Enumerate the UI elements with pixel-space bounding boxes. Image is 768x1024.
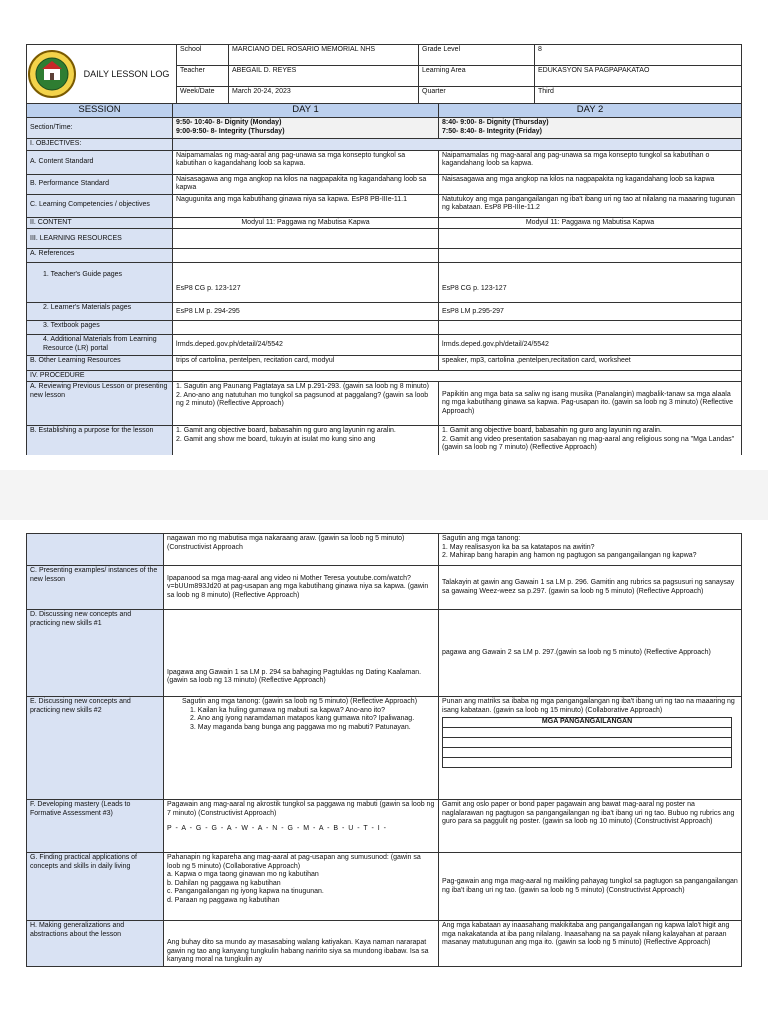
discussing2-day1: Sagutin ang mga tanong: (gawin sa loob ng 5 minuto) (Reflective Approach) 1. Kailan ka huling gumawa ng mabuti sa kapwa? Ano-ano ito? 2. Ano ang iyong naramdaman matapos kang gumawa nito? Ipaliwanag. 3. May maganda bang bunga ang paggawa mo ng mabuti? Patunayan. — [164, 697, 439, 800]
presenting-label: C. Presenting examples/ instances of the new lesson — [27, 566, 164, 610]
teacher-value: ABEGAIL D. REYES — [229, 66, 419, 87]
generalization-label: H. Making generalizations and abstractions about the lesson — [27, 921, 164, 967]
lm-pages-day1: EsP8 LM p. 294-295 — [173, 303, 439, 321]
presenting-day2: Talakayin at gawin ang Gawain 1 sa LM p. 296. Gamitin ang rubrics sa pagsusuri ng sanaysay sa gawaing Weez-weez sa p.297. (gawin sa loob ng 5 minuto) (Reflective Approach) — [439, 566, 742, 610]
grade-level-label: Grade Level — [419, 45, 535, 66]
purpose-cont-day2: Sagutin ang mga tanong: 1. May realisasyon ka ba sa katatapos na awitin? 2. Mahirap bang harapin ang hamon ng pagtugon sa pangangailangan ng kapwa? — [439, 534, 742, 566]
discussing2-day2: Punan ang matriks sa ibaba ng mga pangangailangan ng iba't ibang uri ng tao na maaaring ng isang kabataan. (gawin sa loob ng 15 minuto) (Collaborative Approach) MGA PANGANGAILANGAN — [439, 697, 742, 800]
competencies-day1: Nagugunita ang mga kabutihang ginawa niya sa kapwa. EsP8 PB-IIIe-11.1 — [173, 194, 439, 217]
applications-day2: Pag-gawain ang mga mag-aaral ng maikling pahayag tungkol sa pagtugon sa pangangailangan ng iba't ibang uri ng tao. (gawin sa loob ng 5 minuto) (Constructivist Approach) — [439, 853, 742, 921]
learning-area-label: Learning Area — [419, 66, 535, 87]
performance-standard-day1: Naisasagawa ang mga angkop na kilos na nagpapakita ng kagandahang loob sa kapwa — [173, 174, 439, 194]
lm-pages-label: 2. Learner's Materials pages — [27, 303, 173, 321]
session-header: SESSION — [27, 104, 173, 118]
acrostic: P - A - G - G - A - W - A - N - G - M - A - B - U - T - I - — [167, 825, 388, 833]
other-resources-day1: trips of cartolina, pentelpen, recitation card, modyul — [173, 355, 439, 370]
lr-portal-day1: lrmds.deped.gov.ph/detail/24/5542 — [173, 335, 439, 355]
generalization-day2: Ang mga kabataan ay inaasahang makikitaba ang pangangailangan ng kapwa lalo't higit ang mga nakakatanda at iba pang nilalang. Inaasahang na sa payak nilang kalayahan at paraan masanay matutugunan ang mga ito. (gawin sa loob ng 5 minuto) (Reflective Approach) — [439, 921, 742, 967]
content-day1: Modyul 11: Paggawa ng Mabutisa Kapwa — [173, 217, 439, 229]
textbook-label: 3. Textbook pages — [27, 321, 173, 335]
lr-portal-label: 4. Additional Materials from Learning Resource (LR) portal — [27, 335, 173, 355]
presenting-day1: Ipapanood sa mga mag-aaral ang video ni Mother Teresa youtube.com/watch?v=bUUm893Jd20 at pag-usapan ang mga kabutihang ginawa niya sa kapwa. (gawin sa loob ng 8 minuto) (Reflective Approach) — [164, 566, 439, 610]
daily-lesson-log-title: DAILY LESSON LOG — [83, 68, 170, 79]
lm-pages-day2: EsP8 LM p.295-297 — [439, 303, 742, 321]
procedure-label: IV. PROCEDURE — [27, 370, 173, 382]
tg-pages-day2: EsP8 CG p. 123-127 — [439, 263, 742, 303]
mastery-label: F. Developing mastery (Leads to Formative Assessment #3) — [27, 800, 164, 853]
discussing1-day2: pagawa ang Gawain 2 sa LM p. 297.(gawin sa loob ng 5 minuto) (Reflective Approach) — [439, 610, 742, 697]
objectives-label: I. OBJECTIVES: — [27, 139, 173, 151]
purpose-day1: 1. Gamit ang objective board, babasahin ng guro ang layunin ng aralin. 2. Gamit ang show me board, tukuyin at isulat mo kung sino ang — [173, 426, 439, 455]
day2-header: DAY 2 — [439, 104, 742, 118]
reviewing-label: A. Reviewing Previous Lesson or presenting new lesson — [27, 382, 173, 426]
applications-label: G. Finding practical applications of concepts and skills in daily living — [27, 853, 164, 921]
header-logo-cell — [27, 45, 177, 104]
content-label: II. CONTENT — [27, 217, 173, 229]
reviewing-day2: Papikitin ang mga bata sa saliw ng isang musika (Panalangin) magbalik-tanaw sa mga alaala ng mga kabutihang ginawa sa kapwa. Pag-usapan ito. (gawin sa loob ng 3 minuto) (Reflective Approach) — [439, 382, 742, 426]
purpose-cont-day1: nagawan mo ng mabutisa mga nakaraang araw. (gawin sa loob ng 5 minuto) (Constructivist Approach — [164, 534, 439, 566]
quarter-label: Quarter — [419, 87, 535, 104]
section-time-label: Section/Time: — [27, 118, 173, 139]
quarter-value: Third — [535, 87, 742, 104]
week-date-label: Week/Date — [177, 87, 229, 104]
mastery-day2: Gamit ang oslo paper or bond paper pagawain ang bawat mag-aaral ng poster na naglalarawan ng pagtugon sa pangangailangan ng iba't ibang uri ng tao. Bubuo ng rubrics ang guro para sa paggulit ng poster. (gawin sa loob ng 10 minuto) (Constructivist Approach) — [439, 800, 742, 853]
purpose-label: B. Establishing a purpose for the lesson — [27, 426, 173, 455]
page-1 — [0, 0, 768, 470]
discussing1-day1: Ipagawa ang Gawain 1 sa LM p. 294 sa bahaging Pagtuklas ng Dating Kaalaman. (gawin sa loob ng 13 minuto) (Reflective Approach) — [164, 610, 439, 697]
performance-standard-label: B. Performance Standard — [27, 174, 173, 194]
lesson-table-page-2 — [26, 533, 742, 967]
page-2 — [0, 520, 768, 1024]
section-time-day2: 8:40- 9:00- 8- Dignity (Thursday) 7:50- 8:40- 8- Integrity (Friday) — [439, 118, 742, 139]
school-seal-icon — [27, 49, 77, 99]
teacher-label: Teacher — [177, 66, 229, 87]
content-standard-day1: Naipamamalas ng mag-aaral ang pag-unawa sa mga konsepto tungkol sa kabutihan o kagandahang loob sa kapwa. — [173, 150, 439, 174]
page-gap — [0, 470, 768, 520]
lr-portal-day2: lrmds.deped.gov.ph/detail/24/5542 — [439, 335, 742, 355]
section-time-day1: 9:50- 10:40- 8- Dignity (Monday) 9:00-9:50- 8- Integrity (Thursday) — [173, 118, 439, 139]
competencies-label: C. Learning Competencies / objectives — [27, 194, 173, 217]
discussing1-label: D. Discussing new concepts and practicing new skills #1 — [27, 610, 164, 697]
content-day2: Modyul 11: Paggawa ng Mabutisa Kapwa — [439, 217, 742, 229]
discussing2-label: E. Discussing new concepts and practicing new skills #2 — [27, 697, 164, 800]
tg-pages-day1: EsP8 CG p. 123-127 — [173, 263, 439, 303]
performance-standard-day2: Naisasagawa ang mga angkop na kilos na nagpapakita ng kagandahang loob sa kapwa — [439, 174, 742, 194]
other-resources-day2: speaker, mp3, cartolina ,pentelpen,recitation card, worksheet — [439, 355, 742, 370]
school-label: School — [177, 45, 229, 66]
header-table — [26, 44, 742, 104]
competencies-day2: Natutukoy ang mga pangangailangan ng iba't ibang uri ng tao at nilalang na maaaring tugunan ng kabataan. EsP8 PB-IIIe-11.2 — [439, 194, 742, 217]
mastery-day1: Pagawain ang mag-aaral ng akrostik tungkol sa paggawa ng mabuti (gawin sa loob ng 7 minuto) (Constructivist Approach) P - A - G - G - A - W - A - N - G - M - A - B - U - T - I - — [164, 800, 439, 853]
tg-pages-label: 1. Teacher's Guide pages — [27, 263, 173, 303]
learning-area-value: EDUKASYON SA PAGPAPAKATAO — [535, 66, 742, 87]
school-value: MARCIANO DEL ROSARIO MEMORIAL NHS — [229, 45, 419, 66]
day1-header: DAY 1 — [173, 104, 439, 118]
purpose-day2: 1. Gamit ang objective board, babasahin ng guro ang layunin ng aralin. 2. Gamit ang video presentation sasabayan ng mag-aaral ang religious song na "Mga Landas" (gawin sa loob ng 7 minuto) (Reflective Approach) — [439, 426, 742, 455]
resources-label: III. LEARNING RESOURCES — [27, 229, 173, 249]
references-label: A. References — [27, 249, 173, 263]
lesson-table-page-1 — [26, 103, 742, 455]
needs-matrix — [442, 717, 732, 768]
grade-level-value: 8 — [535, 45, 742, 66]
needs-matrix-title: MGA PANGANGAILANGAN — [443, 718, 732, 728]
content-standard-day2: Naipamamalas ng mag-aaral ang pag-unawa sa mga konsepto tungkol sa kabutihan o kagandahang loob sa kapwa. — [439, 150, 742, 174]
other-resources-label: B. Other Learning Resources — [27, 355, 173, 370]
reviewing-day1: 1. Sagutin ang Paunang Pagtataya sa LM p.291-293. (gawin sa loob ng 8 minuto) 2. Ano-ano ang natutuhan mo tungkol sa pagsunod at paggalang? (gawin sa loob ng 2 minuto) (Reflective Approach) — [173, 382, 439, 426]
applications-day1: Pahanapin ng kapareha ang mag-aaral at pag-usapan ang sumusunod: (gawin sa loob ng 5 minuto) (Collaborative Approach) a. Kapwa o mga taong ginawan mo ng kabutihan b. Dahilan ng paggawa ng kabutihan c. Pangangailangan ng iyong kapwa na tinugunan. d. Paraan ng paggawa ng kabutihan — [164, 853, 439, 921]
week-date-value: March 20-24, 2023 — [229, 87, 419, 104]
generalization-day1: Ang buhay dito sa mundo ay masasabing walang katiyakan. Kaya naman nararapat gawin ng tao ang kanyang tungkulin habang naririto siya sa mundong ibabaw. Isa sa kanyang moral na tungkulin ay — [164, 921, 439, 967]
content-standard-label: A. Content Standard — [27, 150, 173, 174]
